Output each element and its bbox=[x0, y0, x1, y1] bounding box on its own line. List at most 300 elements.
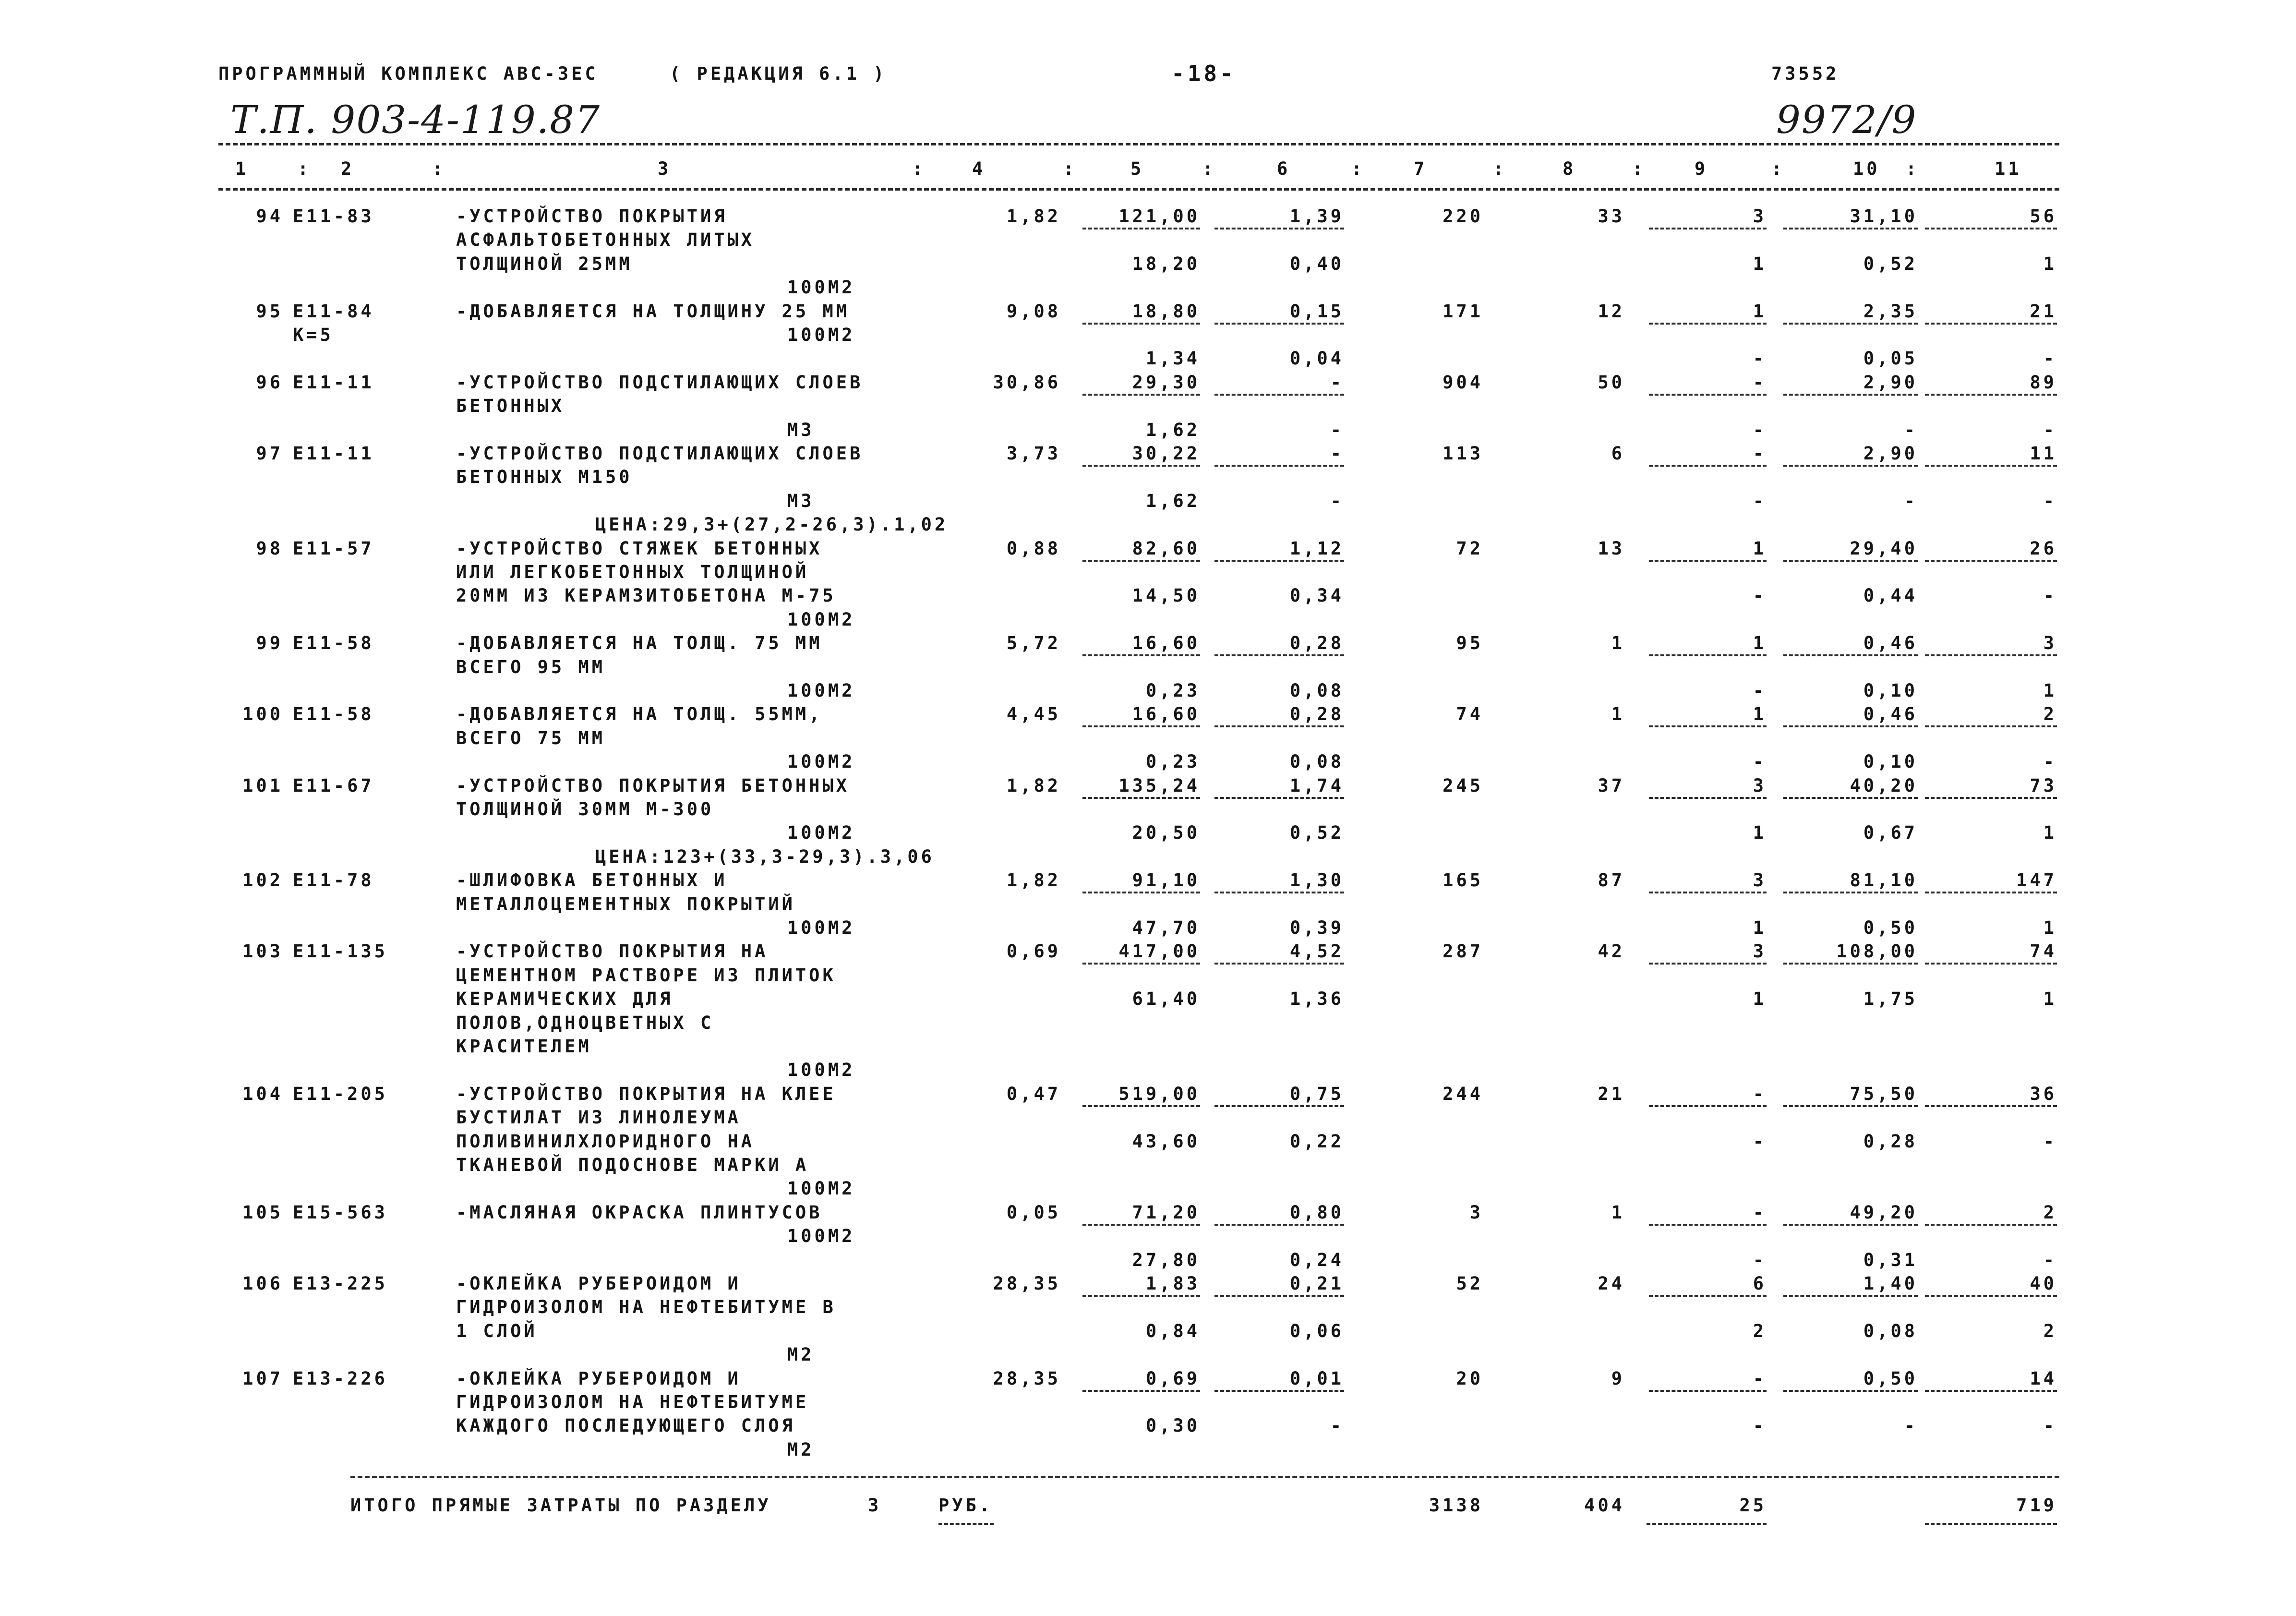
value-underline bbox=[1082, 725, 1200, 727]
cell-col3: 100М2 bbox=[787, 1226, 855, 1246]
cell-col3: -УСТРОЙСТВО СТЯЖЕК БЕТОННЫХ bbox=[456, 538, 823, 559]
cell-col5: 519,00 bbox=[1118, 1084, 1200, 1104]
cell-col1: 99 bbox=[256, 633, 283, 653]
cell-col5: 1,62 bbox=[1145, 420, 1200, 440]
cell-col3: 100М2 bbox=[787, 1060, 855, 1080]
column-header-5: 5 bbox=[1130, 158, 1144, 179]
cell-col3: -ОКЛЕЙКА РУБЕРОИДОМ И bbox=[456, 1368, 741, 1389]
value-underline bbox=[1783, 725, 1918, 727]
cell-col11: 147 bbox=[2016, 870, 2057, 891]
value-underline bbox=[1783, 560, 1918, 562]
cell-col10: 0,08 bbox=[1863, 1321, 1918, 1341]
cell-col11: 11 bbox=[2030, 443, 2057, 464]
cell-col11: 89 bbox=[2030, 372, 2057, 393]
cell-col8: 42 bbox=[1598, 941, 1625, 962]
cell-col9: 1 bbox=[1753, 253, 1767, 274]
cell-col5: 0,23 bbox=[1145, 680, 1200, 701]
cell-col7: 20 bbox=[1456, 1368, 1483, 1389]
cell-col10: 31,10 bbox=[1850, 206, 1918, 227]
cell-col10: 0,10 bbox=[1863, 751, 1918, 772]
cell-col9: 3 bbox=[1753, 775, 1767, 796]
cell-col10: 75,50 bbox=[1850, 1084, 1918, 1104]
cell-col3: -ДОБАВЛЯЕТСЯ НА ТОЛЩИНУ 25 ММ bbox=[456, 301, 850, 322]
value-underline bbox=[1783, 1390, 1918, 1392]
value-underline bbox=[1214, 560, 1344, 562]
cell-col11: 21 bbox=[2030, 301, 2057, 322]
cell-col3: 100М2 bbox=[787, 1178, 855, 1199]
value-underline bbox=[1214, 654, 1344, 656]
cell-col7: 95 bbox=[1456, 633, 1483, 653]
cell-col2: Е11-135 bbox=[293, 941, 388, 962]
cell-col9: 3 bbox=[1753, 870, 1767, 891]
cell-col3: М3 bbox=[787, 420, 815, 440]
column-header-7: 7 bbox=[1414, 158, 1428, 179]
cell-col1: 97 bbox=[256, 443, 283, 464]
value-underline bbox=[1925, 560, 2057, 562]
cell-col5: 0,69 bbox=[1145, 1368, 1200, 1389]
cell-col5: 1,83 bbox=[1145, 1273, 1200, 1294]
cell-col3: -УСТРОЙСТВО ПОКРЫТИЯ НА bbox=[456, 941, 769, 962]
cell-col10: - bbox=[1904, 420, 1918, 440]
value-underline bbox=[1082, 892, 1200, 893]
cell-col7: 287 bbox=[1443, 941, 1483, 962]
cell-col6: 0,22 bbox=[1289, 1131, 1344, 1152]
cell-col10: 1,40 bbox=[1863, 1273, 1918, 1294]
cell-col10: 108,00 bbox=[1836, 941, 1918, 962]
cell-col3: АСФАЛЬТОБЕТОННЫХ ЛИТЫХ bbox=[456, 229, 755, 250]
cell-col9: 3 bbox=[1753, 206, 1767, 227]
cell-col3: 100М2 bbox=[787, 822, 855, 843]
cell-col9: 1 bbox=[1753, 704, 1767, 724]
cell-col3: КАЖДОГО ПОСЛЕДУЮЩЕГО СЛОЯ bbox=[456, 1415, 795, 1436]
cell-col6: - bbox=[1330, 420, 1344, 440]
column-separator: : bbox=[1493, 158, 1507, 179]
value-underline bbox=[1082, 394, 1200, 396]
cell-col5: 61,40 bbox=[1132, 989, 1200, 1009]
cell-col1: 105 bbox=[242, 1202, 283, 1223]
column-separator: : bbox=[912, 158, 926, 179]
value-underline bbox=[1783, 654, 1918, 656]
value-underline bbox=[1649, 963, 1767, 965]
cell-col3: -ОКЛЕЙКА РУБЕРОИДОМ И bbox=[456, 1273, 741, 1294]
column-separator: : bbox=[1771, 158, 1785, 179]
cell-col9: - bbox=[1753, 1131, 1767, 1152]
cell-col5: 14,50 bbox=[1132, 585, 1200, 606]
cell-col3: КЕРАМИЧЕСКИХ ДЛЯ bbox=[456, 989, 673, 1009]
cell-col2: Е11-58 bbox=[293, 704, 374, 724]
cell-col6: - bbox=[1330, 443, 1344, 464]
cell-col4: 0,88 bbox=[1006, 538, 1061, 559]
cell-col11: - bbox=[2043, 1415, 2057, 1436]
cell-col2: Е11-11 bbox=[293, 372, 374, 393]
cell-col9: - bbox=[1753, 585, 1767, 606]
cell-col10: 2,90 bbox=[1863, 443, 1918, 464]
cell-col3: ВСЕГО 95 ММ bbox=[456, 657, 606, 677]
cell-col10: 2,90 bbox=[1863, 372, 1918, 393]
value-underline bbox=[1925, 323, 2057, 325]
value-underline bbox=[1649, 560, 1767, 562]
cell-col6: 1,30 bbox=[1289, 870, 1344, 891]
cell-col3: ИЛИ ЛЕГКОБЕТОННЫХ ТОЛЩИНОЙ bbox=[456, 562, 809, 582]
cell-col10: 0,05 bbox=[1863, 348, 1918, 369]
cell-col11: 1 bbox=[2043, 680, 2057, 701]
cell-col3: ВСЕГО 75 ММ bbox=[456, 728, 606, 748]
cell-col11: 36 bbox=[2030, 1084, 2057, 1104]
cell-col11: 74 bbox=[2030, 941, 2057, 962]
value-underline bbox=[1925, 1390, 2057, 1392]
cell-col5: 27,80 bbox=[1132, 1250, 1200, 1270]
cell-col10: 0,67 bbox=[1863, 822, 1918, 843]
cell-col3: 100М2 bbox=[787, 680, 855, 701]
cell-col9: 1 bbox=[1753, 917, 1767, 938]
cell-col5: 1,34 bbox=[1145, 348, 1200, 369]
cell-col6: 0,08 bbox=[1289, 680, 1344, 701]
cell-col3: ТКАНЕВОЙ ПОДОСНОВЕ МАРКИ А bbox=[456, 1155, 809, 1175]
cell-col8: 12 bbox=[1598, 301, 1625, 322]
cell-col2: Е11-58 bbox=[293, 633, 374, 653]
cell-col10: 0,44 bbox=[1863, 585, 1918, 606]
cell-col11: 2 bbox=[2043, 1321, 2057, 1341]
cell-col8: 6 bbox=[1611, 443, 1625, 464]
value-underline bbox=[1214, 892, 1344, 893]
column-header-8: 8 bbox=[1563, 158, 1576, 179]
cell-col6: 1,12 bbox=[1289, 538, 1344, 559]
cell-col9: 1 bbox=[1753, 301, 1767, 322]
cell-col6: 0,21 bbox=[1289, 1273, 1344, 1294]
cell-col11: 40 bbox=[2030, 1273, 2057, 1294]
cell-col6: - bbox=[1330, 372, 1344, 393]
cell-col6: - bbox=[1330, 1415, 1344, 1436]
cell-col2: Е11-67 bbox=[293, 775, 374, 796]
cell-col5: 0,84 bbox=[1145, 1321, 1200, 1341]
value-underline bbox=[1082, 654, 1200, 656]
value-underline bbox=[1925, 963, 2057, 965]
cell-col1: 94 bbox=[256, 206, 283, 227]
cell-col2: Е15-563 bbox=[293, 1202, 388, 1223]
column-header-3: 3 bbox=[658, 158, 672, 179]
cell-col5: 18,20 bbox=[1132, 253, 1200, 274]
value-underline bbox=[1649, 1105, 1767, 1107]
cell-col10: 29,40 bbox=[1850, 538, 1918, 559]
cell-col9: - bbox=[1753, 680, 1767, 701]
cell-col9: 1 bbox=[1753, 989, 1767, 1009]
value-underline bbox=[1925, 892, 2057, 893]
cell-col4: 9,08 bbox=[1006, 301, 1061, 322]
cell-col6: 1,74 bbox=[1289, 775, 1344, 796]
cell-col9: - bbox=[1753, 443, 1767, 464]
cell-col7: 74 bbox=[1456, 704, 1483, 724]
total-unit: РУБ. bbox=[938, 1495, 993, 1516]
value-underline bbox=[1082, 1390, 1200, 1392]
value-underline bbox=[1649, 725, 1767, 727]
cell-col2: Е11-83 bbox=[293, 206, 374, 227]
column-separator: : bbox=[1906, 158, 1920, 179]
cell-col2: Е11-78 bbox=[293, 870, 374, 891]
total-col9: 25 bbox=[1739, 1495, 1767, 1516]
cell-col10: 0,10 bbox=[1863, 680, 1918, 701]
cell-col5: 1,62 bbox=[1145, 491, 1200, 511]
cell-col8: 37 bbox=[1598, 775, 1625, 796]
value-underline bbox=[1783, 963, 1918, 965]
cell-col5: 0,23 bbox=[1145, 751, 1200, 772]
column-header-1: 1 bbox=[235, 158, 249, 179]
cell-col3: БЕТОННЫХ М150 bbox=[456, 467, 633, 487]
cell-col11: 1 bbox=[2043, 917, 2057, 938]
cell-col5: 16,60 bbox=[1132, 704, 1200, 724]
cell-col6: 0,52 bbox=[1289, 822, 1344, 843]
cell-col8: 21 bbox=[1598, 1084, 1625, 1104]
value-underline bbox=[1925, 465, 2057, 467]
cell-col3: 100М2 bbox=[787, 917, 855, 938]
cell-col11: 73 bbox=[2030, 775, 2057, 796]
cell-col7: 113 bbox=[1443, 443, 1483, 464]
value-underline bbox=[1082, 323, 1200, 325]
cell-col9: 2 bbox=[1753, 1321, 1767, 1341]
cell-col3: -УСТРОЙСТВО ПОКРЫТИЯ bbox=[456, 206, 728, 227]
cell-col1: 102 bbox=[242, 870, 283, 891]
value-underline bbox=[1214, 1224, 1344, 1226]
cell-col11: 3 bbox=[2043, 633, 2057, 653]
cell-col9: - bbox=[1753, 751, 1767, 772]
cell-col10: 0,31 bbox=[1863, 1250, 1918, 1270]
cell-col11: - bbox=[2043, 751, 2057, 772]
cell-col7: 220 bbox=[1443, 206, 1483, 227]
value-underline bbox=[1783, 465, 1918, 467]
cell-col9: - bbox=[1753, 348, 1767, 369]
inventory-handwritten-number: 9972/9 bbox=[1776, 97, 1917, 142]
cell-col9: - bbox=[1753, 1084, 1767, 1104]
cell-col9: - bbox=[1753, 420, 1767, 440]
cell-col10: 0,52 bbox=[1863, 253, 1918, 274]
cell-col2: Е13-226 bbox=[293, 1368, 388, 1389]
value-underline bbox=[1649, 1390, 1767, 1392]
value-underline bbox=[1925, 654, 2057, 656]
cell-col3: ПОЛОВ,ОДНОЦВЕТНЫХ С bbox=[456, 1013, 714, 1033]
cell-col11: - bbox=[2043, 491, 2057, 511]
cell-col2: К=5 bbox=[293, 325, 334, 345]
cell-col9: 1 bbox=[1753, 538, 1767, 559]
cell-col3: М3 bbox=[787, 491, 815, 511]
cell-col4: 1,82 bbox=[1006, 870, 1061, 891]
value-underline bbox=[1925, 797, 2057, 799]
cell-col5: 121,00 bbox=[1118, 206, 1200, 227]
value-underline bbox=[1649, 465, 1767, 467]
cell-col10: - bbox=[1904, 491, 1918, 511]
cell-col3: 100М2 bbox=[787, 325, 855, 345]
header-bottom-rule bbox=[218, 188, 2059, 191]
cell-col3: ТОЛЩИНОЙ 30ММ М-300 bbox=[456, 799, 714, 820]
cell-col10: 0,46 bbox=[1863, 633, 1918, 653]
value-underline bbox=[1783, 1295, 1918, 1297]
cell-col4: 3,73 bbox=[1006, 443, 1061, 464]
cell-col9: 6 bbox=[1753, 1273, 1767, 1294]
cell-col3: КРАСИТЕЛЕМ bbox=[456, 1036, 592, 1057]
column-header-2: 2 bbox=[341, 158, 355, 179]
cell-col11: - bbox=[2043, 1250, 2057, 1270]
cell-col1: 96 bbox=[256, 372, 283, 393]
cell-col3: М2 bbox=[787, 1439, 815, 1460]
column-separator: : bbox=[298, 158, 312, 179]
total-col9-underline bbox=[1647, 1523, 1767, 1525]
column-header-11: 11 bbox=[1995, 158, 2022, 179]
cell-col2: Е11-84 bbox=[293, 301, 374, 322]
cell-col8: 9 bbox=[1611, 1368, 1625, 1389]
total-unit-underline bbox=[938, 1523, 994, 1525]
cell-col5: 29,30 bbox=[1132, 372, 1200, 393]
column-separator: : bbox=[1351, 158, 1365, 179]
cell-col3: 100М2 bbox=[787, 751, 855, 772]
cell-col3: -МАСЛЯНАЯ ОКРАСКА ПЛИНТУСОВ bbox=[456, 1202, 823, 1223]
total-col8: 404 bbox=[1584, 1495, 1625, 1516]
value-underline bbox=[1214, 465, 1344, 467]
cell-col1: 107 bbox=[242, 1368, 283, 1389]
cell-col3: -УСТРОЙСТВО ПОДСТИЛАЮЩИХ СЛОЕВ bbox=[456, 443, 864, 464]
value-underline bbox=[1925, 228, 2057, 229]
cell-col8: 24 bbox=[1598, 1273, 1625, 1294]
value-underline bbox=[1214, 1390, 1344, 1392]
cell-col3: -УСТРОЙСТВО ПОДСТИЛАЮЩИХ СЛОЕВ bbox=[456, 372, 864, 393]
cell-col10: - bbox=[1904, 1415, 1918, 1436]
cell-col6: 0,28 bbox=[1289, 704, 1344, 724]
cell-col6: 0,24 bbox=[1289, 1250, 1344, 1270]
cell-col6: - bbox=[1330, 491, 1344, 511]
value-underline bbox=[1649, 892, 1767, 893]
value-underline bbox=[1783, 1105, 1918, 1107]
cell-col11: 56 bbox=[2030, 206, 2057, 227]
value-underline bbox=[1082, 560, 1200, 562]
header-top-rule bbox=[218, 143, 2059, 145]
cell-col8: 13 bbox=[1598, 538, 1625, 559]
cell-col6: 0,39 bbox=[1289, 917, 1344, 938]
cell-col3: ГИДРОИЗОЛОМ НА НЕФТЕБИТУМЕ В bbox=[456, 1297, 836, 1317]
cell-col7: 72 bbox=[1456, 538, 1483, 559]
cell-col5: 16,60 bbox=[1132, 633, 1200, 653]
cell-col11: 1 bbox=[2043, 822, 2057, 843]
cell-col4: 5,72 bbox=[1006, 633, 1061, 653]
value-underline bbox=[1214, 1295, 1344, 1297]
total-col11: 719 bbox=[2016, 1495, 2057, 1516]
value-underline bbox=[1082, 465, 1200, 467]
column-header-6: 6 bbox=[1277, 158, 1291, 179]
column-separator: : bbox=[432, 158, 446, 179]
cell-col3: ЦЕНА:123+(33,3-29,3).3,06 bbox=[595, 846, 935, 867]
cell-col4: 0,69 bbox=[1006, 941, 1061, 962]
value-underline bbox=[1649, 1295, 1767, 1297]
cell-col5: 91,10 bbox=[1132, 870, 1200, 891]
cell-col2: Е13-225 bbox=[293, 1273, 388, 1294]
value-underline bbox=[1783, 394, 1918, 396]
cell-col7: 244 bbox=[1443, 1084, 1483, 1104]
cell-col5: 0,30 bbox=[1145, 1415, 1200, 1436]
cell-col3: -ДОБАВЛЯЕТСЯ НА ТОЛЩ. 75 ММ bbox=[456, 633, 823, 653]
cell-col11: 26 bbox=[2030, 538, 2057, 559]
cell-col3: -ДОБАВЛЯЕТСЯ НА ТОЛЩ. 55ММ, bbox=[456, 704, 823, 724]
cell-col9: 1 bbox=[1753, 633, 1767, 653]
cell-col11: - bbox=[2043, 585, 2057, 606]
cell-col1: 95 bbox=[256, 301, 283, 322]
cell-col10: 0,46 bbox=[1863, 704, 1918, 724]
value-underline bbox=[1082, 1295, 1200, 1297]
value-underline bbox=[1649, 228, 1767, 229]
cell-col11: - bbox=[2043, 1131, 2057, 1152]
cell-col1: 103 bbox=[242, 941, 283, 962]
column-header-10: 10 bbox=[1853, 158, 1880, 179]
cell-col6: 0,01 bbox=[1289, 1368, 1344, 1389]
value-underline bbox=[1649, 654, 1767, 656]
cell-col1: 100 bbox=[242, 704, 283, 724]
cell-col9: - bbox=[1753, 1368, 1767, 1389]
cell-col2: Е11-57 bbox=[293, 538, 374, 559]
cell-col4: 1,82 bbox=[1006, 775, 1061, 796]
cell-col6: 1,39 bbox=[1289, 206, 1344, 227]
cell-col3: ЦЕНА:29,3+(27,2-26,3).1,02 bbox=[595, 514, 949, 535]
cell-col10: 81,10 bbox=[1850, 870, 1918, 891]
column-separator: : bbox=[1063, 158, 1077, 179]
value-underline bbox=[1214, 394, 1344, 396]
column-separator: : bbox=[1202, 158, 1216, 179]
cell-col5: 43,60 bbox=[1132, 1131, 1200, 1152]
total-top-rule bbox=[350, 1476, 2059, 1478]
cell-col2: Е11-11 bbox=[293, 443, 374, 464]
cell-col11: 14 bbox=[2030, 1368, 2057, 1389]
cell-col7: 904 bbox=[1443, 372, 1483, 393]
value-underline bbox=[1783, 797, 1918, 799]
value-underline bbox=[1082, 963, 1200, 965]
cell-col5: 30,22 bbox=[1132, 443, 1200, 464]
cell-col10: 0,50 bbox=[1863, 1368, 1918, 1389]
program-name: ПРОГРАММНЫЙ КОМПЛЕКС АВС-ЗЕС bbox=[218, 63, 599, 84]
cell-col6: 1,36 bbox=[1289, 989, 1344, 1009]
cell-col10: 49,20 bbox=[1850, 1202, 1918, 1223]
cell-col5: 417,00 bbox=[1118, 941, 1200, 962]
cell-col3: -ШЛИФОВКА БЕТОННЫХ И bbox=[456, 870, 728, 891]
cell-col7: 165 bbox=[1443, 870, 1483, 891]
edition-label: ( РЕДАКЦИЯ 6.1 ) bbox=[670, 63, 887, 84]
cell-col3: БУСТИЛАТ ИЗ ЛИНОЛЕУМА bbox=[456, 1107, 741, 1128]
cell-col8: 1 bbox=[1611, 704, 1625, 724]
value-underline bbox=[1214, 963, 1344, 965]
cell-col11: 1 bbox=[2043, 253, 2057, 274]
cell-col9: - bbox=[1753, 491, 1767, 511]
cell-col8: 87 bbox=[1598, 870, 1625, 891]
cell-col7: 245 bbox=[1443, 775, 1483, 796]
cell-col8: 1 bbox=[1611, 1202, 1625, 1223]
tp-handwritten-label: Т.П. 903-4-119.87 bbox=[230, 97, 601, 142]
cell-col1: 98 bbox=[256, 538, 283, 559]
cell-col10: 40,20 bbox=[1850, 775, 1918, 796]
cell-col6: 0,08 bbox=[1289, 751, 1344, 772]
cell-col8: 50 bbox=[1598, 372, 1625, 393]
cell-col7: 3 bbox=[1469, 1202, 1483, 1223]
total-col7: 3138 bbox=[1429, 1495, 1483, 1516]
cell-col6: 0,28 bbox=[1289, 633, 1344, 653]
cell-col3: МЕТАЛЛОЦЕМЕНТНЫХ ПОКРЫТИЙ bbox=[456, 894, 795, 915]
cell-col3: 1 СЛОЙ bbox=[456, 1321, 538, 1341]
cell-col7: 52 bbox=[1456, 1273, 1483, 1294]
cell-col11: 1 bbox=[2043, 989, 2057, 1009]
cell-col9: - bbox=[1753, 1202, 1767, 1223]
total-label: ИТОГО ПРЯМЫЕ ЗАТРАТЫ ПО РАЗДЕЛУ bbox=[350, 1495, 771, 1516]
cell-col9: 1 bbox=[1753, 822, 1767, 843]
cell-col10: 2,35 bbox=[1863, 301, 1918, 322]
total-col11-underline bbox=[1925, 1523, 2057, 1525]
value-underline bbox=[1082, 228, 1200, 229]
cell-col5: 20,50 bbox=[1132, 822, 1200, 843]
cell-col3: ПОЛИВИНИЛХЛОРИДНОГО НА bbox=[456, 1131, 755, 1152]
page-number: -18- bbox=[1171, 60, 1236, 86]
cell-col1: 106 bbox=[242, 1273, 283, 1294]
cell-col11: 2 bbox=[2043, 704, 2057, 724]
